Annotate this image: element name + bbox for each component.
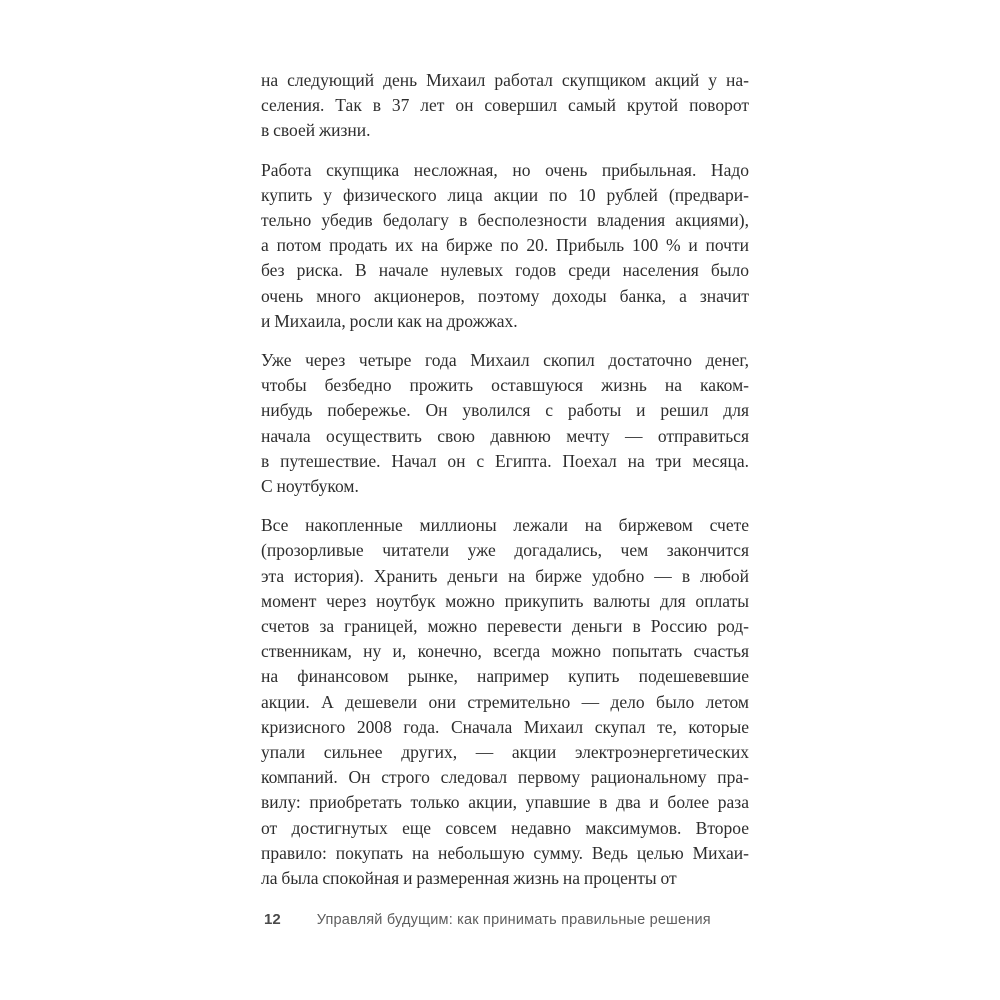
text-line: селения. Так в 37 лет он совершил самый крутой поворот [261, 95, 749, 116]
text-line: от достигнутых еще совсем недавно максимумов. Второе [261, 817, 749, 838]
text-line: в своей жизни. [261, 120, 371, 141]
page-footer [264, 911, 824, 928]
text-line: кризисного 2008 года. Сначала Михаил скупал те, которые [261, 716, 749, 737]
text-line: на следующий день Михаил работал скупщиком акций у на- [261, 70, 749, 90]
text-block [261, 68, 749, 905]
text-line: момент через ноутбук можно прикупить валюты для оплаты [261, 590, 749, 611]
text-line: на финансовом рынке, например купить подешевевшие [261, 666, 749, 687]
text-line: и Михаила, росли как на дрожжах. [261, 310, 518, 331]
text-line: (прозорливые читатели уже догадались, чем закончится [261, 540, 749, 561]
text-line: ственникам, ну и, конечно, всегда можно попытать счастья [261, 641, 749, 662]
text-line: нибудь побережье. Он уволился с работы и решил для [261, 400, 749, 421]
paragraph [261, 68, 749, 144]
text-line: без риска. В начале нулевых годов среди населения было [261, 260, 749, 281]
text-line: купить у физического лица акции по 10 рублей (предвари- [261, 184, 749, 205]
text-line: упали сильнее других, — акции электроэнергетических [261, 742, 749, 763]
page-number: 12 [264, 911, 281, 928]
text-line: очень много акционеров, поэтому доходы банка, а значит [261, 285, 749, 306]
book-title: Управляй будущим: как принимать правильные решения [316, 912, 711, 928]
text-line: начала осуществить свою давнюю мечту — отправиться [261, 425, 749, 446]
text-line: эта история). Хранить деньги на бирже удобно — в любой [261, 565, 749, 586]
paragraph [261, 158, 749, 334]
text-line: Работа скупщика несложная, но очень прибыльная. Надо [261, 159, 749, 180]
text-line: правило: покупать на небольшую сумму. Ведь целью Михаи- [261, 842, 749, 863]
text-line: в путешествие. Начал он с Египта. Поехал на три месяца. [261, 450, 749, 471]
text-line: компаний. Он строго следовал первому рациональному пра- [261, 767, 749, 788]
text-line: счетов за границей, можно перевести деньги в Россию род- [261, 616, 749, 637]
text-line: тельно убедив бедолагу в бесполезности владения акциями), [261, 210, 749, 231]
text-line: вилу: приобретать только акции, упавшие в два и более раза [261, 792, 749, 813]
text-line: С ноутбуком. [261, 476, 359, 497]
text-line: чтобы безбедно прожить оставшуюся жизнь на каком- [261, 375, 749, 396]
text-line: ла была спокойная и размеренная жизнь на проценты от [261, 868, 677, 889]
text-line: акции. А дешевели они стремительно — дело было летом [261, 691, 749, 712]
text-line: Все накопленные миллионы лежали на биржевом счете [261, 515, 749, 536]
text-line: а потом продать их на бирже по 20. Прибыль 100 % и почти [261, 235, 749, 256]
paragraph [261, 513, 749, 891]
text-line: Уже через четыре года Михаил скопил достаточно денег, [261, 350, 749, 371]
paragraph [261, 348, 749, 499]
